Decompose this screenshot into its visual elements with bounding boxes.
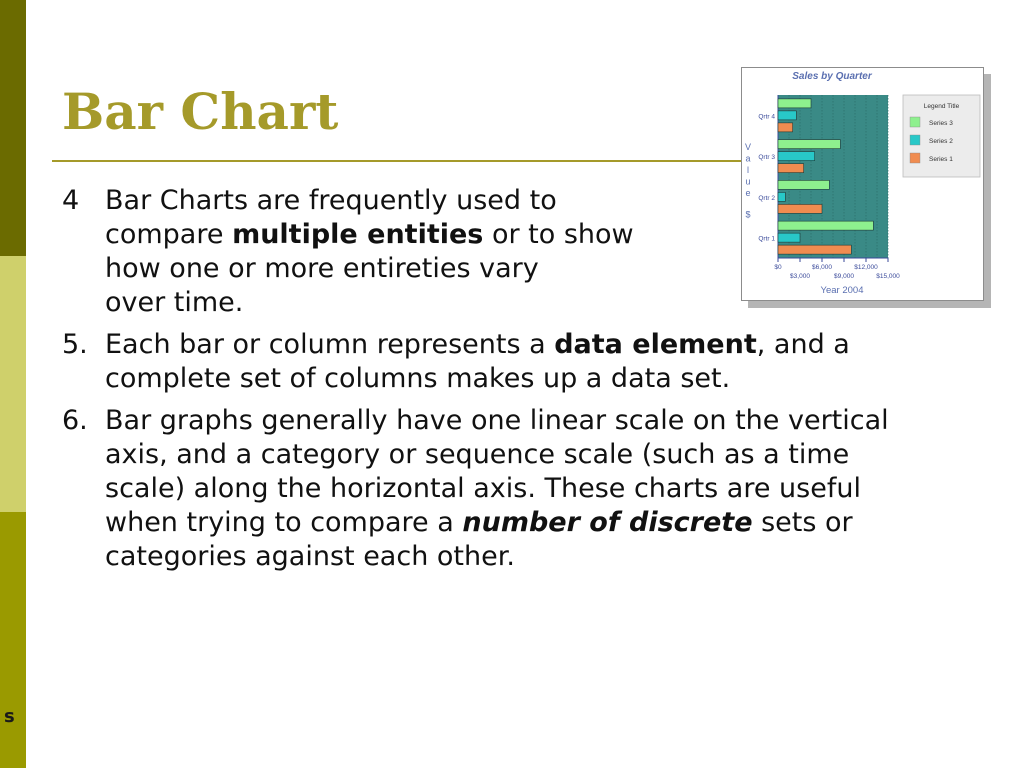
bullet-text-bold-italic: number of discrete: [462, 507, 753, 538]
bar: [778, 140, 840, 149]
bullet-text: sets or categories against each other.: [105, 507, 853, 572]
y-axis-label-char: u: [745, 176, 751, 187]
stripe-letter: s: [4, 706, 15, 727]
x-tick-label: $12,000: [854, 264, 878, 271]
bullet-number: 5.: [62, 329, 88, 360]
bullet-text: or to show: [483, 219, 634, 250]
bullet-number: 4: [62, 185, 80, 216]
bar: [778, 180, 829, 189]
bullet-text: Bar Charts are frequently used to: [105, 185, 557, 216]
legend-label: Series 1: [929, 156, 953, 163]
left-stripe-top: [0, 0, 26, 256]
x-tick-label: $6,000: [812, 264, 832, 271]
bar: [778, 152, 815, 161]
bar: [778, 233, 800, 242]
bullet-item: [62, 404, 902, 574]
bar: [778, 111, 796, 120]
bar: [778, 99, 811, 108]
y-axis-label-char: e: [745, 188, 751, 198]
y-tick-label: Qrtr 3: [758, 154, 775, 162]
x-tick-label: $3,000: [790, 273, 810, 280]
left-stripe-middle: [0, 256, 26, 512]
y-axis-label-char: $: [745, 209, 751, 220]
bullet-line: [105, 286, 725, 320]
x-axis-label: Year 2004: [820, 285, 864, 296]
legend-swatch: [910, 117, 920, 127]
y-tick-label: Qrtr 2: [758, 194, 775, 202]
y-axis-label-char: l: [747, 165, 749, 175]
bullet-text: Each bar or column represents a: [105, 329, 555, 360]
y-tick-label: Qrtr 1: [758, 235, 775, 243]
bar: [778, 204, 822, 213]
bar: [778, 164, 804, 173]
slide-title: Bar Chart: [62, 82, 339, 141]
legend-label: Series 2: [929, 138, 953, 145]
bullet-text: , and a complete set of columns makes up a data set.: [105, 329, 850, 394]
bullet-number: 6.: [62, 405, 88, 436]
bullet-item: [62, 328, 902, 396]
bullet-line: [105, 218, 725, 252]
bar: [778, 245, 851, 254]
bar-chart: [742, 68, 983, 300]
y-axis-label-char: a: [745, 153, 751, 164]
y-tick-label: Qrtr 4: [758, 113, 775, 121]
left-stripe-bottom: [0, 512, 26, 768]
legend-label: Series 3: [929, 120, 953, 127]
chart-figure: [741, 67, 984, 301]
title-underline: [52, 160, 742, 162]
bullet-text: compare: [105, 219, 233, 250]
y-axis-label-char: V: [744, 142, 752, 152]
bullet-text-bold: data element: [554, 329, 757, 360]
chart-title: Sales by Quarter: [792, 71, 872, 82]
bar: [778, 192, 785, 201]
bullet-text: how one or more entireties vary: [105, 253, 539, 284]
bar: [778, 221, 873, 230]
legend-title: Legend Title: [923, 103, 960, 110]
bullet-text: over time.: [105, 287, 244, 318]
bullet-text-bold: multiple entities: [232, 219, 484, 250]
x-tick-label: $15,000: [876, 273, 900, 280]
x-tick-label: $0: [774, 264, 782, 271]
bullet-text: Bar graphs generally have one linear scale on the vertical axis, and a category or sequence scale (such as a time scale) along the horizontal axis. These charts are useful when trying to compare a: [105, 405, 889, 538]
bullet-line: [105, 184, 725, 218]
bullet-item: [62, 184, 725, 320]
legend-swatch: [910, 153, 920, 163]
bar: [778, 123, 793, 132]
x-tick-label: $9,000: [834, 273, 854, 280]
bullet-line: [105, 252, 725, 286]
legend-swatch: [910, 135, 920, 145]
